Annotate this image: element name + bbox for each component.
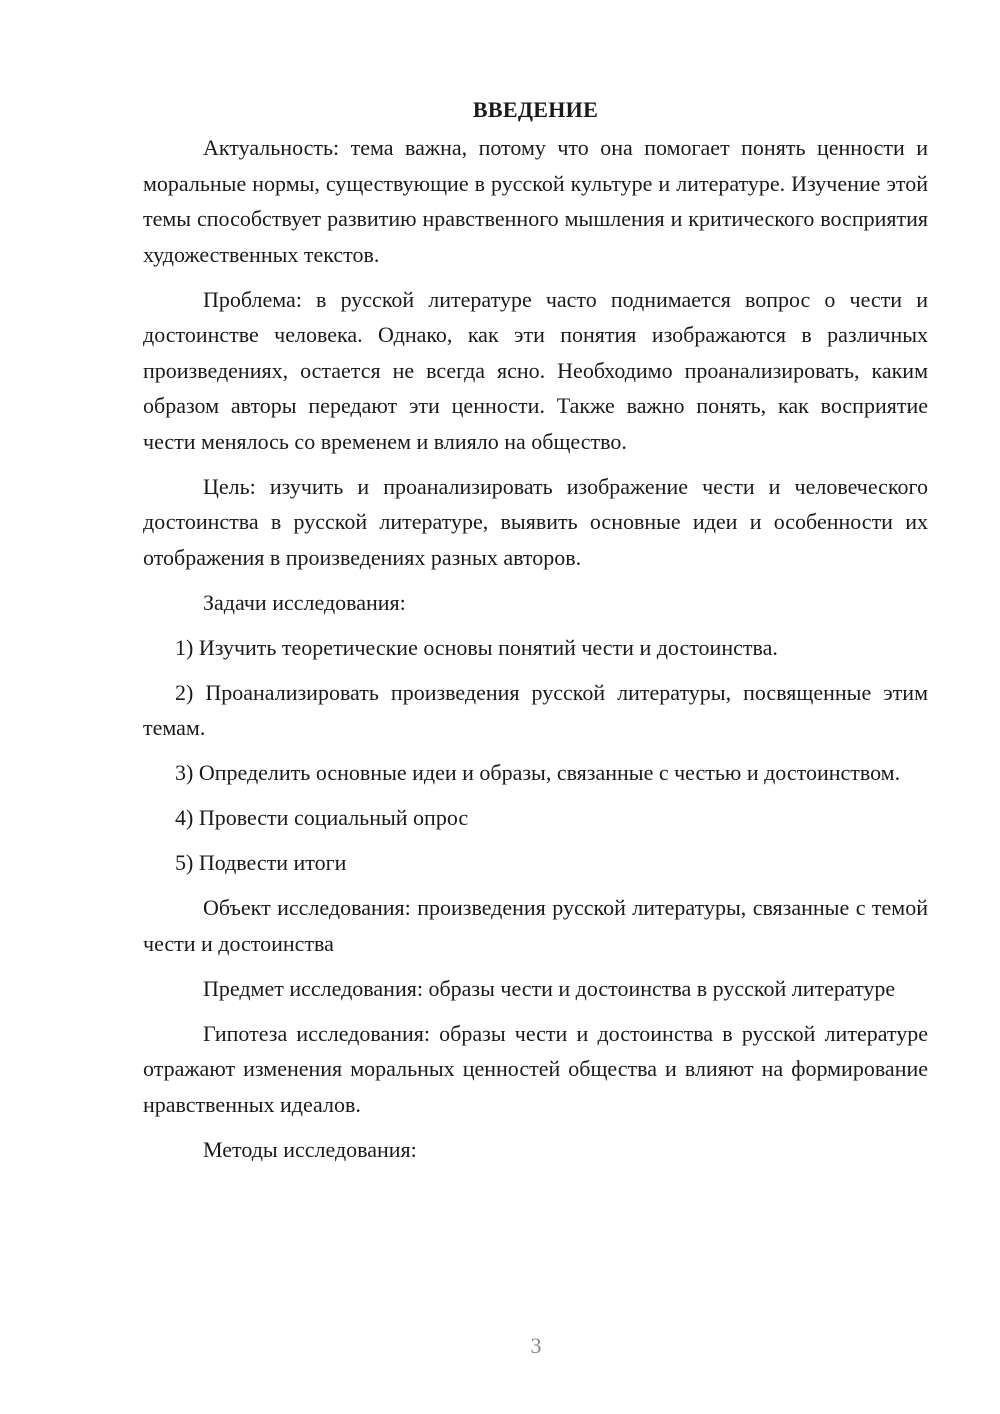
methods-title: Методы исследования: — [203, 1136, 417, 1162]
task-item-1: 1) Изучить теоретические основы понятий чести и достоинства. — [175, 634, 778, 660]
problem-paragraph: Проблема: в русской литературе часто поднимается вопрос о чести и достоинстве человека. Однако, как эти понятия изображаются в различных произведениях, остается не всегда ясно. Необходимо проанализировать, каким образом авторы передают эти ценности. Также важно понять, как восприятие чести менялось со временем и влияло на общество. — [143, 286, 928, 454]
object-paragraph: Объект исследования: произведения русской литературы, связанные с темой чести и достоинства — [143, 895, 928, 956]
task-item-2: 2) Проанализировать произведения русской литературы, посвященные этим темам. — [143, 679, 928, 740]
goal-paragraph: Цель: изучить и проанализировать изображение чести и человеческого достоинства в русской литературе, выявить основные идеи и особенности их отображения в произведениях разных авторов. — [143, 473, 928, 570]
tasks-title: Задачи исследования: — [203, 589, 406, 615]
relevance-paragraph: Актуальность: тема важна, потому что она помогает понять ценности и моральные нормы, существующие в русской культуре и литературе. Изучение этой темы способствует развитию нравственного мышления и критического восприятия художественных текстов. — [143, 135, 928, 267]
hypothesis-paragraph: Гипотеза исследования: образы чести и достоинства в русской литературе отражают изменения моральных ценностей общества и влияют на формирование нравственных идеалов. — [143, 1020, 928, 1117]
task-item-4: 4) Провести социальный опрос — [175, 805, 469, 830]
page-number: 3 — [530, 1333, 542, 1358]
task-item-3: 3) Определить основные идеи и образы, связанные с честью и достоинством. — [175, 760, 901, 785]
section-heading: ВВЕДЕНИЕ — [472, 97, 599, 122]
page-content — [143, 92, 928, 1177]
subject-paragraph: Предмет исследования: образы чести и достоинства в русской литературе — [203, 975, 896, 1001]
task-item-5: 5) Подвести итоги — [175, 850, 347, 875]
